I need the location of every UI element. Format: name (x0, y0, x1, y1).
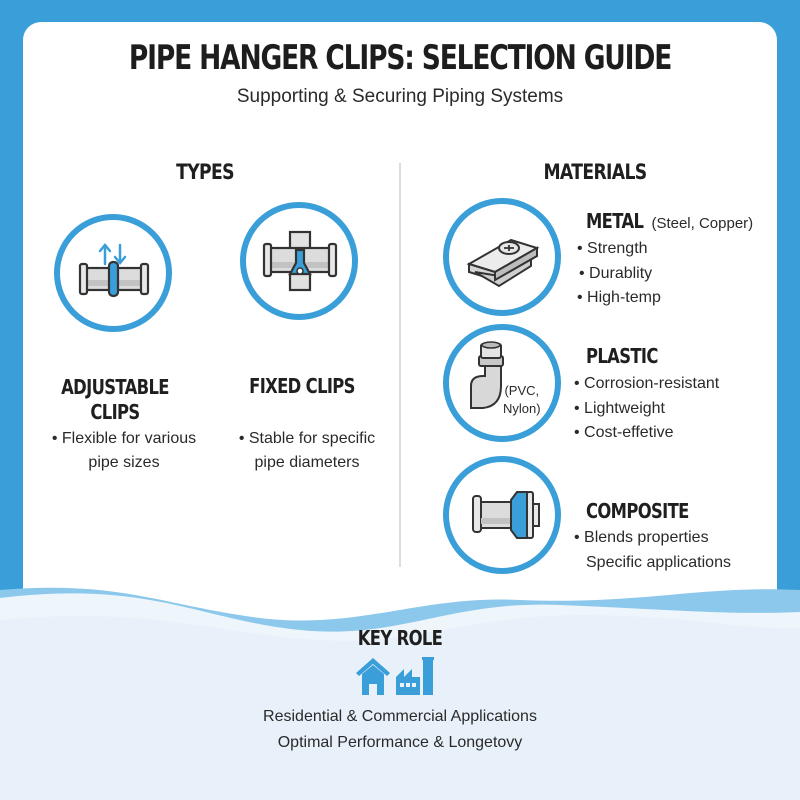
composite-fitting-icon (443, 456, 561, 574)
metal-bullets (577, 237, 661, 311)
plastic-icon-label: (PVC, Nylon) (503, 383, 541, 416)
page-title: PIPE HANGER CLIPS: SELECTION GUIDE (128, 38, 672, 78)
composite-bullet: • Blends properties (574, 529, 709, 546)
composite-title: COMPOSITE (586, 499, 689, 523)
materials-heading: MATERIALS (543, 160, 647, 184)
adjustable-clips-desc: • Flexible for various pipe sizes (51, 430, 197, 471)
plastic-bullet: • Cost-effetive (574, 424, 674, 441)
plastic-bullet: • Lightweight (574, 399, 665, 417)
metal-bullet: • Strength (577, 240, 648, 257)
composite-bullet: Specific applications (586, 553, 731, 571)
composite-bullets (574, 526, 731, 575)
metal-bullet: • Durablity (579, 264, 653, 282)
key-role-line-2: Optimal Performance & Longetovy (277, 734, 523, 751)
section-divider (399, 163, 401, 567)
house-factory-icon (354, 655, 438, 697)
metal-bullet: • High-temp (577, 289, 661, 306)
key-role-line-1: Residential & Commercial Applications (263, 708, 537, 725)
adjustable-clip-pipe-icon (54, 214, 172, 332)
fixed-clip-cross-pipe-icon (240, 202, 358, 320)
plastic-bullet: • Corrosion-resistant (574, 375, 720, 392)
metal-channel-clip-icon (443, 198, 561, 316)
key-role-heading: KEY ROLE (357, 626, 443, 650)
fixed-clips-title: FIXED CLIPS (249, 374, 355, 398)
page-subtitle: Supporting & Securing Piping Systems (236, 86, 564, 107)
fixed-clips-desc: • Stable for specific pipe diameters (238, 430, 376, 471)
plastic-bullets (574, 372, 719, 446)
adjustable-clips-title: ADJUSTABLE CLIPS (61, 375, 169, 424)
plastic-title: PLASTIC (586, 344, 658, 368)
plastic-elbow-icon (443, 324, 561, 442)
metal-title: METAL (Steel, Copper) (586, 209, 754, 233)
types-heading: TYPES (176, 160, 234, 184)
